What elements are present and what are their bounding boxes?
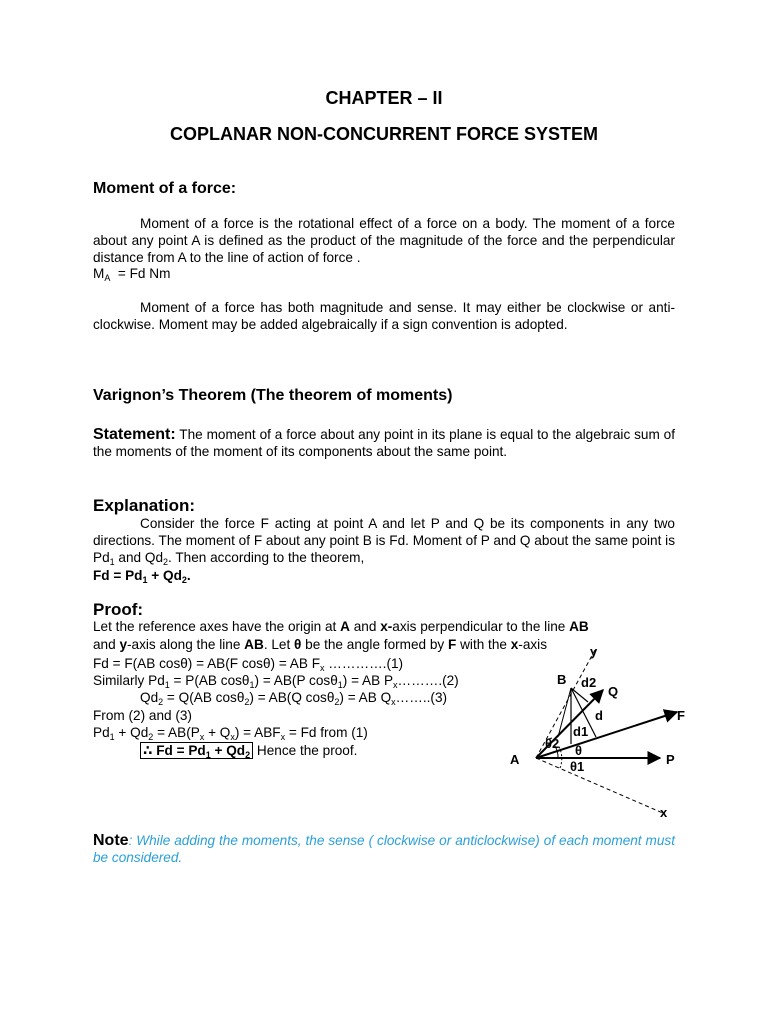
text: θ <box>294 637 302 652</box>
text: ………….(1) <box>324 656 404 671</box>
subscript: x <box>320 663 325 673</box>
text: F <box>448 637 457 652</box>
moment-formula <box>93 266 170 282</box>
subscript: 2 <box>181 575 187 585</box>
text: ) = ABF <box>234 725 281 740</box>
formula-rest: = Fd Nm <box>117 266 171 281</box>
subscript: 1 <box>205 750 211 760</box>
text: + Qd <box>210 743 246 758</box>
explanation-text-mid: and Qd <box>114 549 164 565</box>
subscript: x <box>280 732 286 742</box>
text: A <box>340 619 350 634</box>
text: -axis along the line <box>127 637 245 652</box>
text: ) = AB Q <box>339 690 392 705</box>
text: and <box>93 637 120 652</box>
subscript: 2 <box>334 697 340 707</box>
label-x: x <box>660 805 668 820</box>
formula-subscript: A <box>104 273 111 283</box>
text: x <box>510 637 519 652</box>
text: be the angle formed by <box>301 637 449 652</box>
text: Similarly Pd <box>93 673 165 688</box>
note-paragraph <box>93 833 675 867</box>
subscript: 1 <box>109 732 115 742</box>
text: + Q <box>204 725 231 740</box>
text: = AB(P <box>153 725 200 740</box>
subscript: x <box>391 697 396 707</box>
text: y <box>119 637 128 652</box>
text: = Fd from (1) <box>285 725 368 740</box>
subscript: x <box>199 732 205 742</box>
statement-label: Statement: <box>93 426 176 443</box>
conclusion-box <box>140 742 253 759</box>
theorem-equation <box>93 568 191 584</box>
label-d1: d1 <box>573 724 589 739</box>
equation-part: . <box>186 568 191 583</box>
text: and <box>349 619 381 634</box>
explanation-text: Consider the force F acting at point A and let P and Q be its components in any two directions. The moment of F about any point B is Fd. Moment of P and Q about the same point is Pd <box>93 516 675 565</box>
formula-symbol: M <box>93 266 105 281</box>
chapter-title: COPLANAR NON-CONCURRENT FORCE SYSTEM <box>169 124 598 144</box>
equation-part: Fd = Pd <box>93 568 143 583</box>
label-f: F <box>677 708 685 723</box>
text: Hence the proof. <box>253 743 358 758</box>
subscript: x <box>230 732 235 742</box>
text: AB <box>569 619 589 634</box>
subscript: 1 <box>142 575 148 585</box>
force-diagram <box>500 640 710 830</box>
label-q: Q <box>608 684 619 699</box>
proof-line-4 <box>93 673 459 689</box>
text: Pd <box>93 725 110 740</box>
label-p: P <box>666 752 675 767</box>
proof-line-5 <box>140 690 447 706</box>
proof-conclusion <box>140 743 357 759</box>
subscript: 2 <box>163 556 169 567</box>
text: with the <box>456 637 511 652</box>
explanation-text-end: . Then according to the theorem, <box>168 549 365 565</box>
proof-line-7 <box>93 725 368 741</box>
explanation-paragraph <box>93 516 675 566</box>
text: = P(AB cosθ <box>169 673 250 688</box>
label-y: y <box>590 644 598 659</box>
text: -axis <box>518 637 547 652</box>
text: Fd = F(AB cosθ) = AB(F cosθ) = AB F <box>93 656 321 671</box>
text: x- <box>380 619 393 634</box>
label-d: d <box>595 708 603 723</box>
label-theta2: θ2 <box>545 736 560 751</box>
subscript: 1 <box>337 680 343 690</box>
note-label: Note <box>93 832 129 849</box>
section-heading-varignon: Varignon’s Theorem (The theorem of moments) <box>93 387 453 404</box>
equation-part: + Qd <box>147 568 182 583</box>
text: ……..(3) <box>395 690 448 705</box>
x-axis-line <box>536 758 665 814</box>
statement-text: The moment of a force about any point in its plane is equal to the algebraic sum of the moments of the moment of its components about the same point. <box>93 427 675 459</box>
label-a: A <box>510 752 520 767</box>
text: AB <box>244 637 264 652</box>
proof-line-1 <box>93 619 589 635</box>
text: ) = AB P <box>342 673 394 688</box>
text: = Q(AB cosθ <box>163 690 245 705</box>
subscript: 1 <box>164 680 170 690</box>
label-theta1: θ1 <box>570 759 585 774</box>
moment-paragraph-2: Moment of a force has both magnitude and sense. It may either be clockwise or anti-clockwise. Moment may be added algebraically if a sign convention is adopted. <box>93 300 675 332</box>
note-text: While adding the moments, the sense ( clockwise or anticlockwise) of each moment must be considered. <box>93 833 675 865</box>
note-colon: : <box>128 833 133 848</box>
text: axis perpendicular to the line <box>392 619 570 634</box>
text: ) = AB(Q cosθ <box>249 690 335 705</box>
subscript: 2 <box>158 697 164 707</box>
text: ∴ Fd = Pd <box>143 743 206 758</box>
label-b: B <box>557 672 567 687</box>
proof-line-3 <box>93 656 403 672</box>
section-heading-moment: Moment of a force: <box>93 180 237 197</box>
text: Qd <box>140 690 159 705</box>
label-d2: d2 <box>581 675 597 690</box>
subscript: 2 <box>148 732 154 742</box>
proof-heading: Proof: <box>93 600 144 619</box>
text: Let the reference axes have the origin at <box>93 619 341 634</box>
subscript: x <box>393 680 398 690</box>
proof-line-6: From (2) and (3) <box>93 708 192 723</box>
text: ) = AB(P cosθ <box>254 673 338 688</box>
subscript: 1 <box>249 680 255 690</box>
subscript: 1 <box>109 556 115 567</box>
text: + Qd <box>114 725 149 740</box>
proof-line-2 <box>93 637 547 653</box>
subscript: 2 <box>244 697 250 707</box>
subscript: 2 <box>245 750 251 760</box>
chapter-heading: CHAPTER – II <box>325 88 443 108</box>
text: ……….(2) <box>397 673 459 688</box>
label-theta: θ <box>575 743 583 758</box>
statement-paragraph <box>93 427 675 461</box>
text: . Let <box>263 637 295 652</box>
moment-paragraph-1: Moment of a force is the rotational effect of a force on a body. The moment of a force about any point A is defined as the product of the magnitude of the force and the perpendicular distance from A to the line of action of force . <box>93 216 675 265</box>
explanation-heading: Explanation: <box>93 496 196 515</box>
perpendicular-d2 <box>571 688 588 702</box>
